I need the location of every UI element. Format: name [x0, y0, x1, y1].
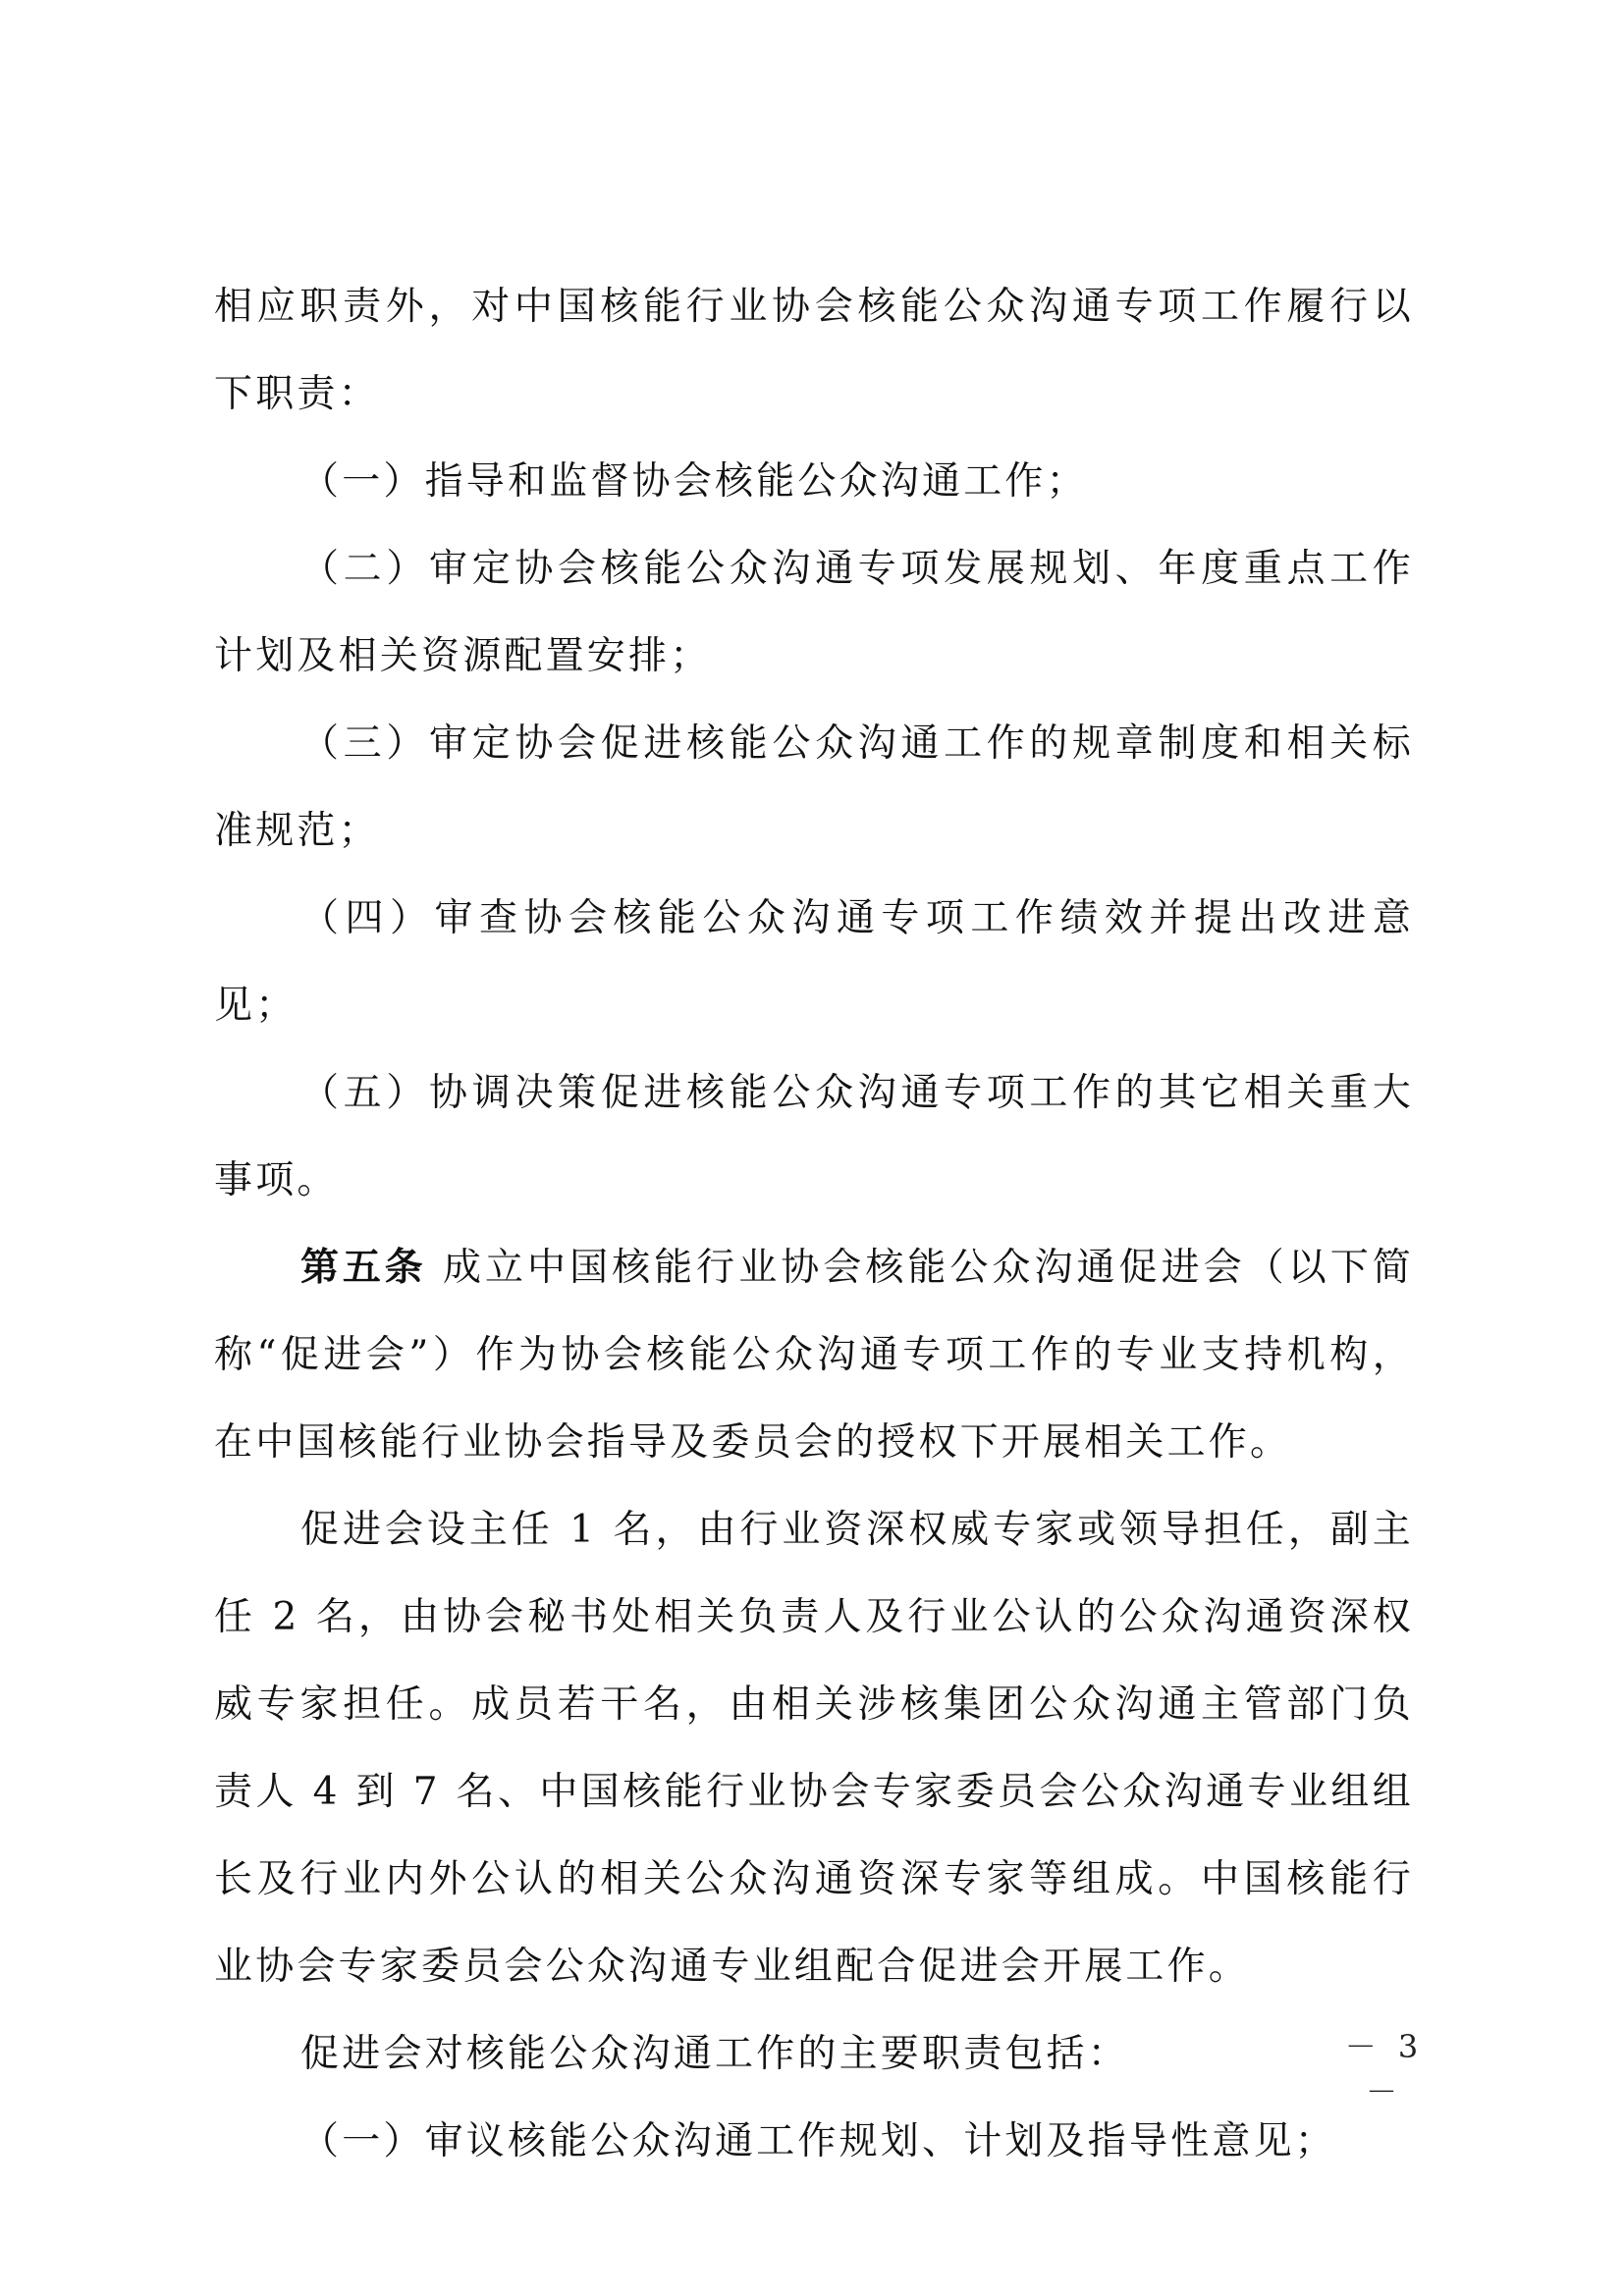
paragraph-duties-intro: [214, 263, 1414, 438]
paragraph-duty-2: [214, 525, 1414, 700]
paragraph-duty-1: [214, 438, 1414, 525]
paragraph-text: （五）协调决策促进核能公众沟通专项工作的其它相关重大事项。: [214, 1071, 1414, 1202]
paragraph-council-duties-intro: [214, 2010, 1414, 2098]
paragraph-text: 相应职责外，对中国核能行业协会核能公众沟通专项工作履行以下职责：: [214, 285, 1414, 416]
page-number: － 3 －: [1344, 2028, 1425, 2110]
paragraph-duty-3: [214, 700, 1414, 875]
paragraph-duty-4: [214, 875, 1414, 1049]
paragraph-text: 促进会对核能公众沟通工作的主要职责包括：: [300, 2032, 1130, 2076]
paragraph-text: （一）审议核能公众沟通工作规划、计划及指导性意见；: [300, 2119, 1337, 2163]
article-label: 第五条: [300, 1246, 427, 1290]
paragraph-text: （二）审定协会核能公众沟通专项发展规划、年度重点工作计划及相关资源配置安排；: [214, 547, 1414, 678]
document-body: [214, 263, 1414, 2185]
paragraph-article-5: [214, 1224, 1414, 1486]
paragraph-council-composition: [214, 1486, 1414, 2010]
paragraph-text: 促进会设主任 1 名，由行业资深权威专家或领导担任，副主任 2 名，由协会秘书处相关负责人及行业公认的公众沟通资深权威专家担任。成员若干名，由相关涉核集团公众沟通主管部门负责人 4 到 7 名、中国核能行业协会专家委员会公众沟通专业组组长及行业内外公认的相关公众沟通资深专家等组成。中国核能行业协会专家委员会公众沟通专业组配合促进会开展工作。: [214, 1508, 1414, 1989]
paragraph-duty-5: [214, 1049, 1414, 1224]
paragraph-text: （一）指导和监督协会核能公众沟通工作；: [300, 459, 1088, 504]
paragraph-text: （三）审定协会促进核能公众沟通工作的规章制度和相关标准规范；: [214, 721, 1414, 853]
paragraph-text: （四）审查协会核能公众沟通专项工作绩效并提出改进意见；: [214, 896, 1414, 1028]
paragraph-council-duty-1: [214, 2098, 1414, 2185]
paragraph-text: 成立中国核能行业协会核能公众沟通促进会（以下简称“促进会”）作为协会核能公众沟通专项工作的专业支持机构，在中国核能行业协会指导及委员会的授权下开展相关工作。: [214, 1246, 1414, 1465]
